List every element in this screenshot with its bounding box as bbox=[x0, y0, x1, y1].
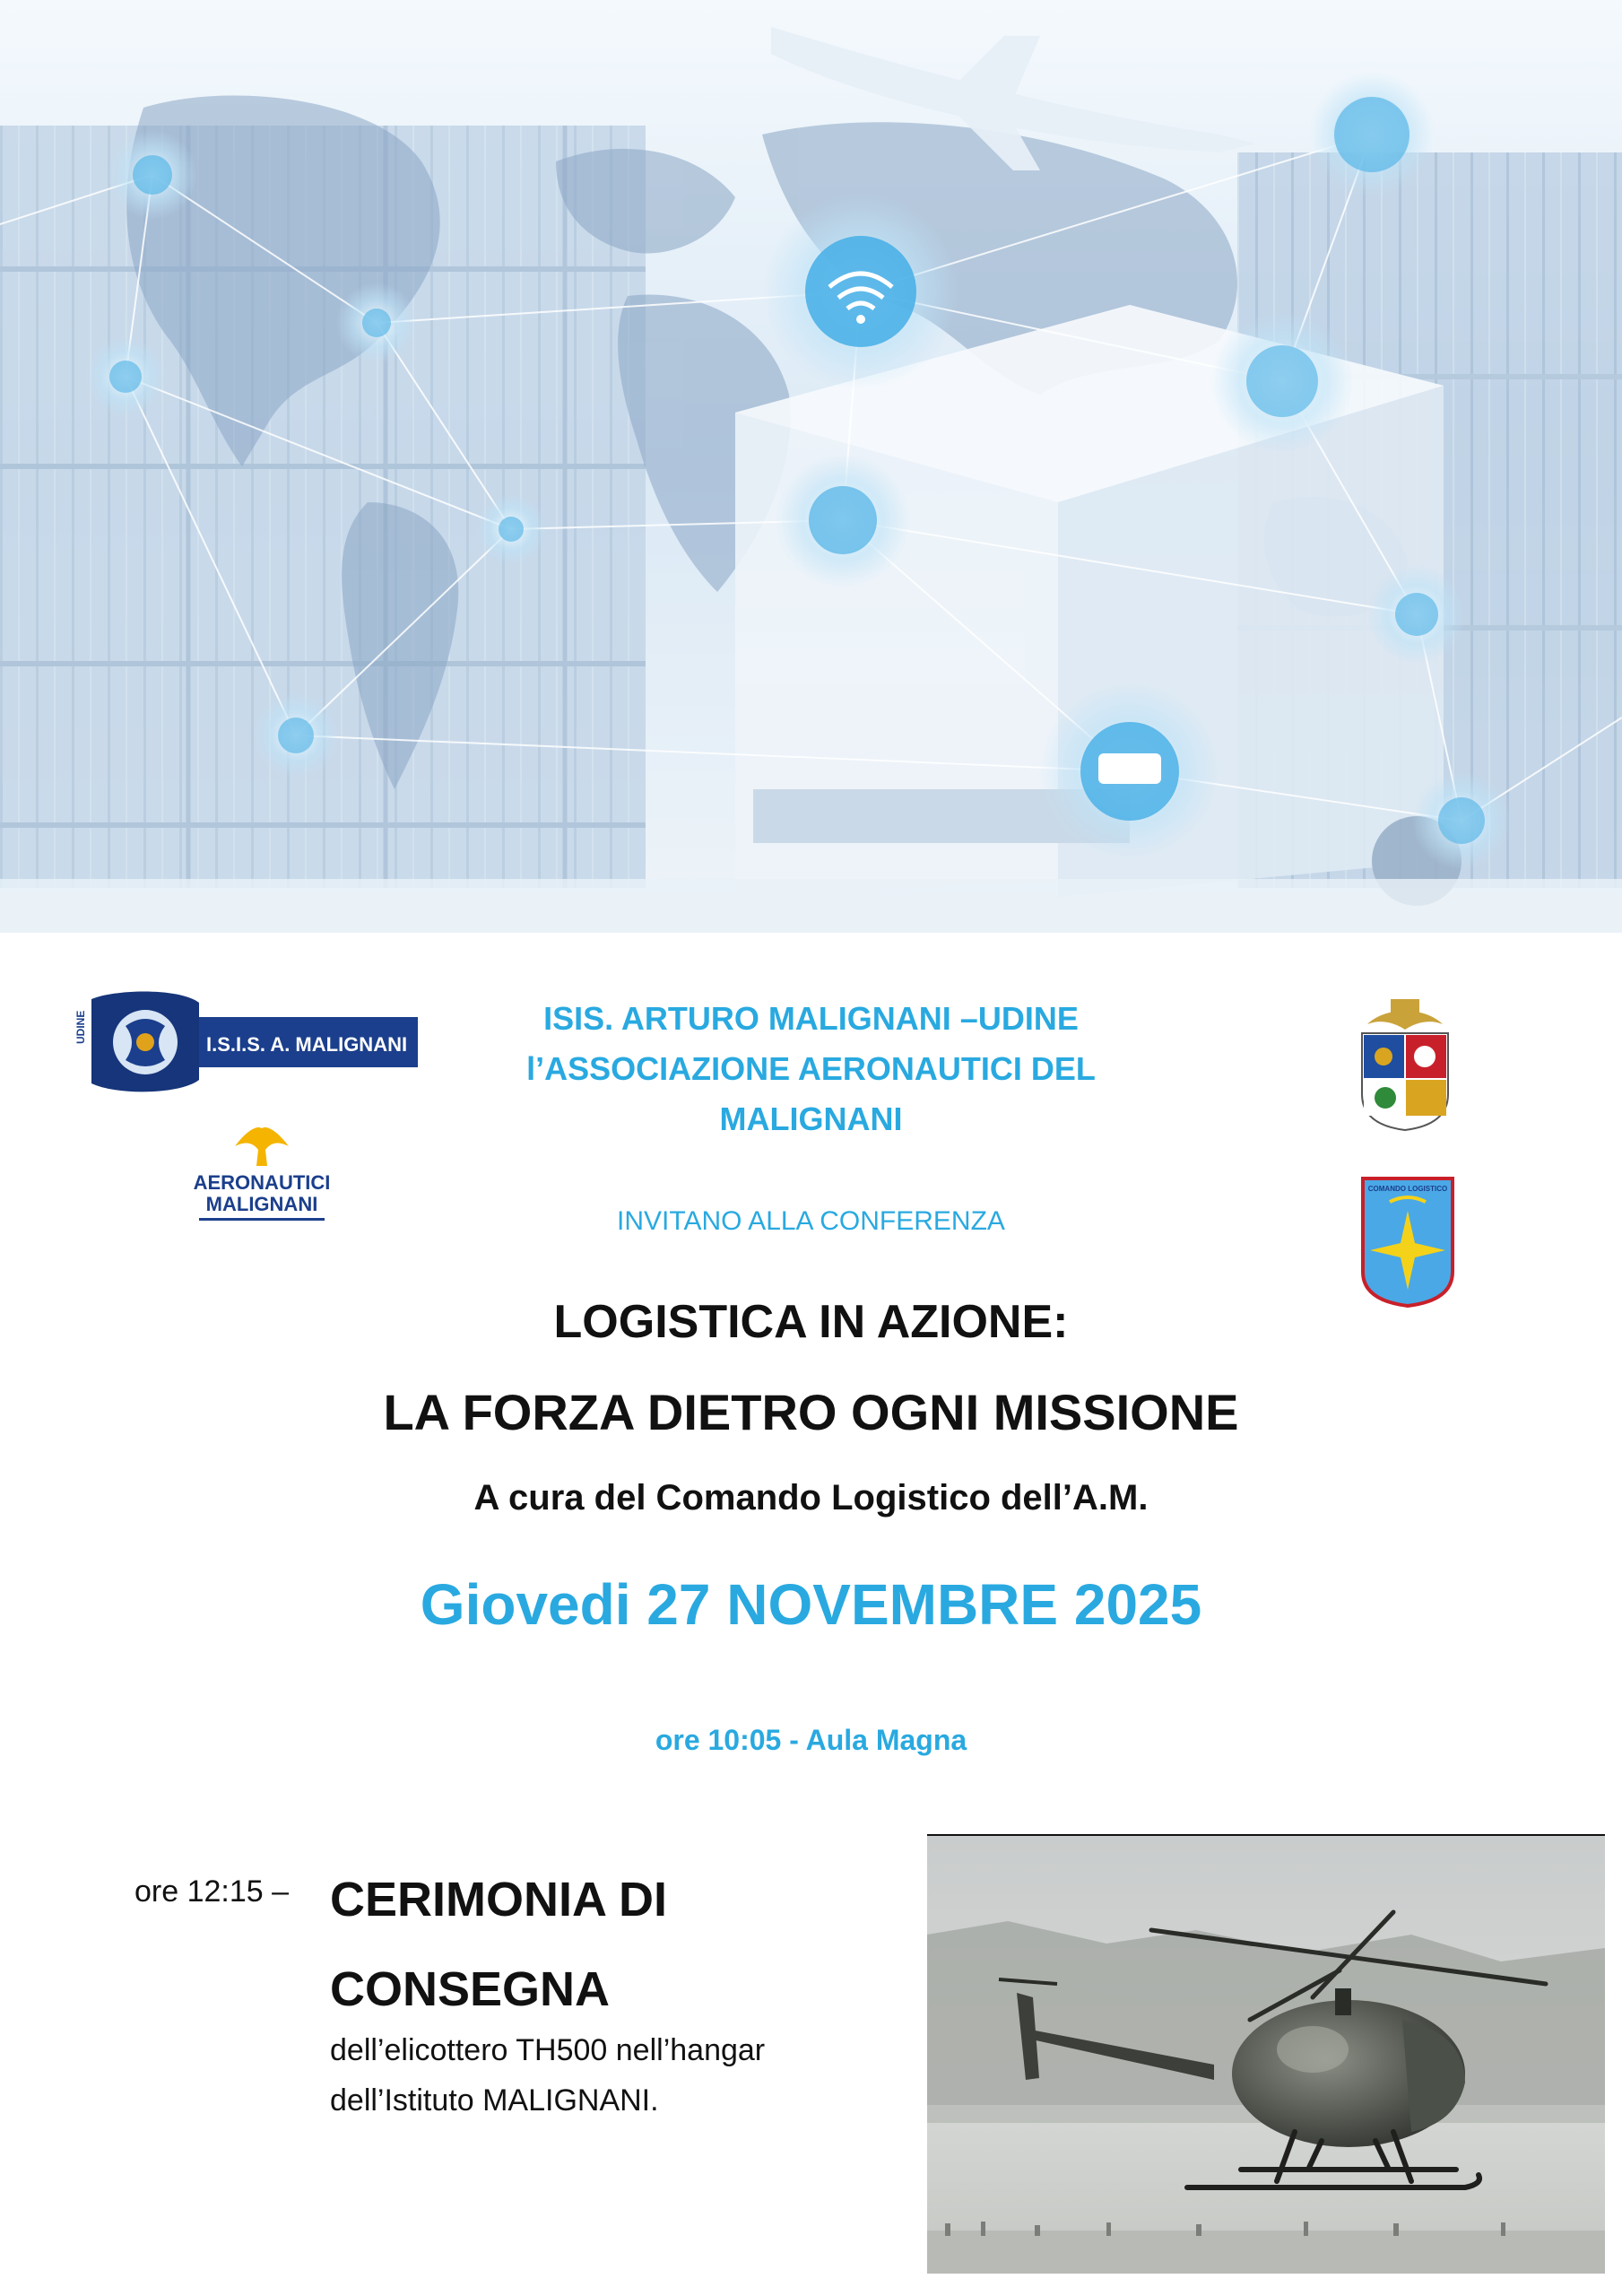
hero-image bbox=[0, 0, 1622, 933]
svg-text:COMANDO LOGISTICO: COMANDO LOGISTICO bbox=[1367, 1185, 1448, 1193]
organizers bbox=[0, 994, 1622, 1144]
monitor-icon bbox=[362, 309, 391, 337]
ceremony-description bbox=[330, 2025, 765, 2126]
ceremony-time: ore 12:15 – bbox=[134, 1874, 290, 1909]
svg-text:AERONAUTICI: AERONAUTICI bbox=[193, 1171, 331, 1194]
headset-icon bbox=[1395, 593, 1438, 636]
svg-text:MALIGNANI: MALIGNANI bbox=[205, 1193, 318, 1215]
ceremony-title-line-1: CERIMONIA DI bbox=[330, 1873, 667, 1926]
bike-icon bbox=[1438, 797, 1485, 844]
comando-logistico-shield bbox=[1359, 1175, 1456, 1309]
ceremony-desc-line-2: dell’Istituto MALIGNANI. bbox=[330, 2083, 659, 2118]
ceremony-title bbox=[330, 1855, 667, 2034]
event-date: Giovedi 27 NOVEMBRE 2025 bbox=[420, 1572, 1202, 1637]
event-time-location: ore 10:05 - Aula Magna bbox=[655, 1724, 967, 1756]
house-icon bbox=[1246, 345, 1318, 417]
invite-text: INVITANO ALLA CONFERENZA bbox=[617, 1206, 1005, 1236]
curator-text: A cura del Comando Logistico dell’A.M. bbox=[473, 1478, 1149, 1518]
organizer-line-3: MALIGNANI bbox=[719, 1100, 903, 1137]
conference-title-line-2: LA FORZA DIETRO OGNI MISSIONE bbox=[383, 1384, 1239, 1440]
pin-icon bbox=[133, 155, 172, 195]
cloud-icon bbox=[1334, 97, 1409, 172]
conference-title-line-1: LOGISTICA IN AZIONE: bbox=[553, 1296, 1069, 1348]
phone-icon bbox=[499, 517, 524, 542]
organizer-line-1: ISIS. ARTURO MALIGNANI –UDINE bbox=[543, 1000, 1079, 1037]
isis-logo-label: I.S.I.S. A. MALIGNANI bbox=[206, 1033, 408, 1056]
helicopter-photo bbox=[927, 1836, 1605, 2274]
svg-text:UDINE: UDINE bbox=[74, 1010, 87, 1044]
truck-icon bbox=[809, 486, 877, 554]
ceremony-title-line-2: CONSEGNA bbox=[330, 1962, 611, 2016]
wifi-icon bbox=[805, 236, 916, 347]
ceremony-desc-line-1: dell’elicottero TH500 nell’hangar bbox=[330, 2033, 766, 2067]
tablet-icon bbox=[278, 718, 314, 753]
organizer-line-2: l’ASSOCIAZIONE AERONAUTICI DEL bbox=[526, 1050, 1096, 1087]
